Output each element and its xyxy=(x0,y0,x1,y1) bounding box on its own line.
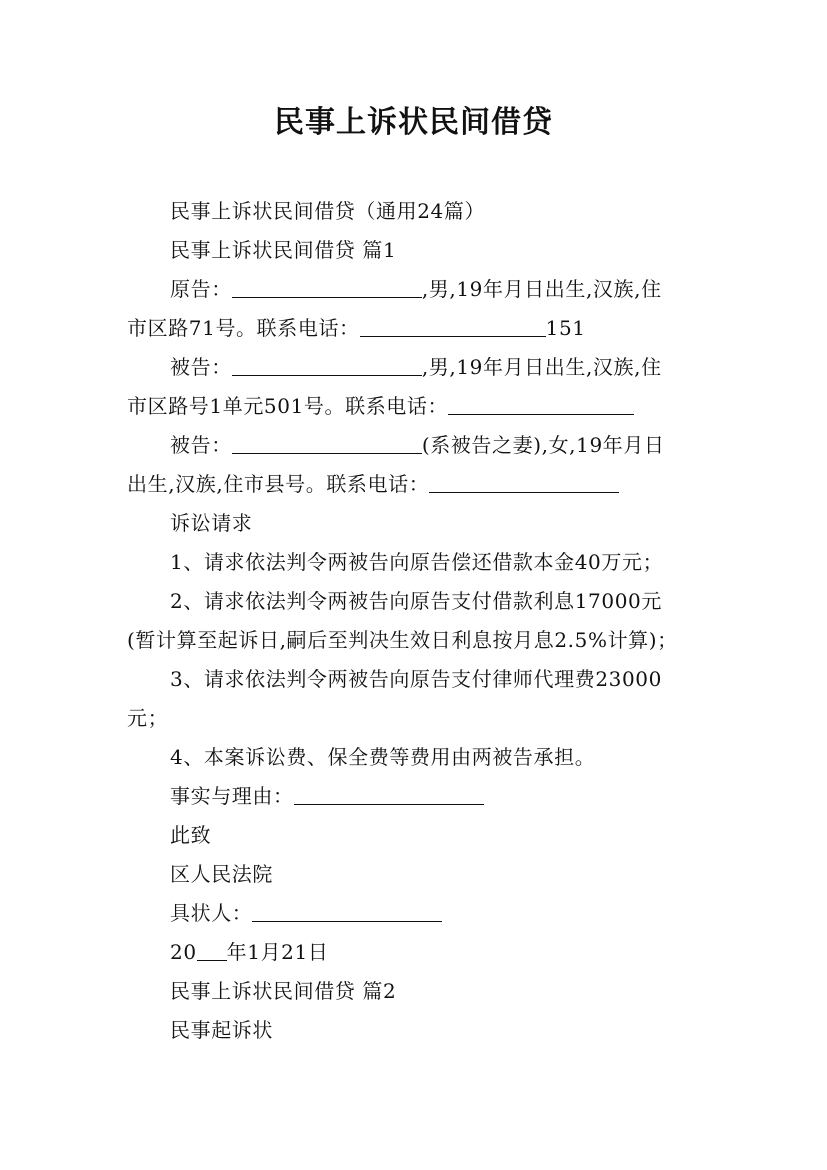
defendant-1-phone-blank xyxy=(448,394,634,415)
plaintiff-phone-suffix: 151 xyxy=(545,316,586,340)
defendant-1-name-blank xyxy=(232,355,422,376)
paragraph-collection-title: 民事上诉状民间借贷（通用24篇） xyxy=(170,199,486,223)
plaintiff-label: 原告： xyxy=(170,277,232,301)
paragraph-date xyxy=(170,938,328,966)
paragraph-defendant-2 xyxy=(170,431,665,459)
defendant-2-phone-blank xyxy=(429,472,619,493)
plaintiff-details: ,男,19年月日出生,汉族,住 xyxy=(421,277,662,301)
document-title: 民事上诉状民间借贷 xyxy=(274,105,553,140)
paragraph-claim-3: 3、请求依法判令两被告向原告支付律师代理费23000 xyxy=(170,667,662,691)
paragraph-chapter-1-heading: 民事上诉状民间借贷 篇1 xyxy=(170,238,397,262)
defendant-2-label: 被告： xyxy=(170,433,232,457)
defendant-2-details: (系被告之妻),女,19年月日 xyxy=(421,433,665,457)
paragraph-claim-2: 2、请求依法判令两被告向原告支付借款利息17000元 xyxy=(170,589,662,613)
paragraph-defendant-2-address xyxy=(127,470,619,498)
paragraph-plaintiff xyxy=(170,275,662,303)
paragraph-signatory xyxy=(170,899,442,927)
signatory-label: 具状人： xyxy=(170,901,253,925)
paragraph-defendant-1-address xyxy=(127,392,634,420)
defendant-2-name-blank xyxy=(232,433,422,454)
date-year-blank xyxy=(197,940,227,961)
defendant-1-address-text: 市区路号1单元501号。联系电话： xyxy=(127,394,449,418)
plaintiff-address-text: 市区路71号。联系电话： xyxy=(127,316,360,340)
signatory-blank xyxy=(252,901,442,922)
facts-reasons-blank xyxy=(294,784,484,805)
paragraph-chapter-2-heading: 民事上诉状民间借贷 篇2 xyxy=(170,979,397,1003)
paragraph-claim-2-continued: (暂计算至起诉日,嗣后至判决生效日利息按月息2.5%计算)； xyxy=(127,628,678,652)
paragraph-claims-heading: 诉讼请求 xyxy=(170,511,253,535)
paragraph-claim-3-continued: 元； xyxy=(127,706,169,730)
paragraph-complaint-title: 民事起诉状 xyxy=(170,1018,273,1042)
facts-reasons-label: 事实与理由： xyxy=(170,784,294,808)
plaintiff-name-blank xyxy=(232,277,422,298)
date-rest: 年1月21日 xyxy=(226,940,329,964)
defendant-1-label: 被告： xyxy=(170,355,232,379)
paragraph-plaintiff-address xyxy=(127,314,586,342)
paragraph-claim-1: 1、请求依法判令两被告向原告偿还借款本金40万元； xyxy=(170,550,664,574)
paragraph-claim-4: 4、本案诉讼费、保全费等费用由两被告承担。 xyxy=(170,745,596,769)
paragraph-defendant-1 xyxy=(170,353,662,381)
plaintiff-phone-blank xyxy=(360,316,546,337)
date-year-prefix: 20 xyxy=(170,940,197,964)
paragraph-facts-reasons xyxy=(170,782,484,810)
paragraph-salutation: 此致 xyxy=(170,823,212,847)
defendant-2-address-text: 出生,汉族,住市县号。联系电话： xyxy=(127,472,430,496)
paragraph-court: 区人民法院 xyxy=(170,862,273,886)
defendant-1-details: ,男,19年月日出生,汉族,住 xyxy=(421,355,662,379)
